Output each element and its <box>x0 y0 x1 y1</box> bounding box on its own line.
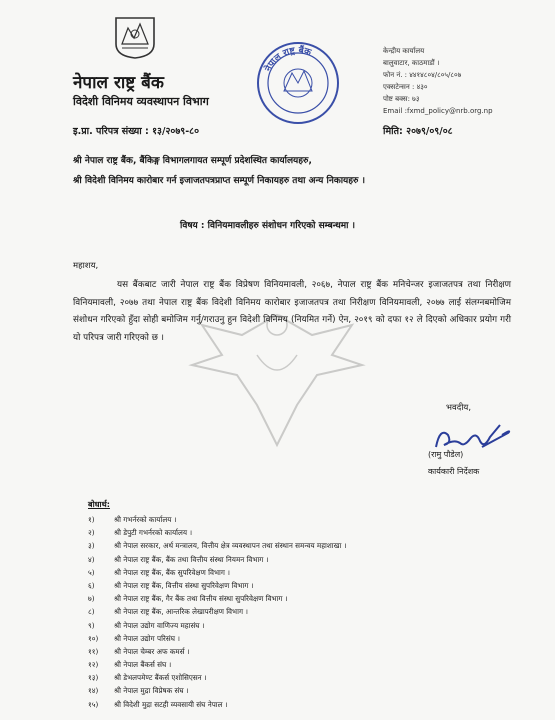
list-text: श्री नेपाल उद्योग परिसंघ । <box>114 633 180 643</box>
recipient-line: श्री नेपाल राष्ट्र बैंक, बैंकिङ्ग विभागलगायत सम्पूर्ण प्रदेशस्थित कार्यालयहरु, <box>73 156 312 166</box>
list-item <box>88 698 346 711</box>
signer-title: कार्यकारी निर्देशक <box>428 467 480 476</box>
list-text: श्री डेपुटी गभर्नरको कार्यालय । <box>114 528 193 538</box>
list-number: १२) <box>88 660 99 670</box>
list-number: ११) <box>88 646 99 656</box>
list-text: श्री डेभलपमेण्ट बैंकर्स एशोसिएसन । <box>114 673 207 683</box>
list-item <box>88 553 346 566</box>
list-text: श्री नेपाल मुद्रा विप्रेषक संघ । <box>114 686 189 696</box>
list-item <box>88 592 346 605</box>
seal-text: नेपाल राष्ट्र बैंक <box>263 45 313 74</box>
list-item <box>88 605 346 618</box>
list-item <box>88 684 346 697</box>
list-number: ५) <box>88 567 95 577</box>
list-number: ८) <box>88 607 95 617</box>
po-box-line: पोष्ट बक्स: ७३ <box>383 95 420 103</box>
list-number: ४) <box>88 554 95 564</box>
list-text: श्री नेपाल सरकार, अर्थ मन्त्रालय, वित्तीय क्षेत्र व्यवस्थापन तथा संस्थान समन्वय महाशाखा । <box>114 541 347 551</box>
list-item <box>88 526 346 539</box>
org-name: नेपाल राष्ट्र बैंक <box>73 73 164 93</box>
list-number: २) <box>88 528 95 538</box>
bank-logo-icon <box>112 14 158 60</box>
recipient-line: श्री विदेशी विनिमय कारोबार गर्न इजाजतपत्रप्राप्त सम्पूर्ण निकायहरु तथा अन्य निकायहरु । <box>73 176 365 186</box>
list-item <box>88 566 346 579</box>
list-item <box>88 579 346 592</box>
list-number: ६) <box>88 580 95 590</box>
subject-line: विषय : विनियमावलीहरु संशोधन गरिएको सम्बन्धमा । <box>180 221 356 231</box>
svg-text:नेपाल राष्ट्र बैंक <box>261 44 313 74</box>
list-item <box>88 513 346 526</box>
list-number: ३) <box>88 541 95 551</box>
list-text: श्री नेपाल राष्ट्र बैंक, वित्तीय संस्था सुपरिवेक्षण विभाग । <box>114 580 254 590</box>
list-text: श्री नेपाल राष्ट्र बैंक, बैंक सुपरिवेक्षण विभाग । <box>114 567 230 577</box>
list-text: श्री नेपाल उद्योग वाणिज्य महासंघ । <box>114 620 205 630</box>
official-seal-icon <box>256 41 340 125</box>
list-text: श्री नेपाल राष्ट्र बैंक, गैर बैंक तथा वित्तीय संस्था सुपरिवेक्षण विभाग । <box>114 594 288 604</box>
email-line: Email :fxmd_policy@nrb.org.np <box>383 107 493 115</box>
list-text: श्री गभर्नरको कार्यालय । <box>114 515 177 524</box>
list-number: ७) <box>88 594 95 604</box>
body-paragraph: यस बैंकबाट जारी नेपाल राष्ट्र बैंक विप्रेषण विनियमावली, २०६७, नेपाल राष्ट्र बैंक मनिचेन्जर इजाजतपत्र तथा निरीक्षण विनियमावली, २०७७ तथा नेपाल राष्ट्र बैंक विदेशी विनिमय कारोबार इजाजतपत्र तथा निरीक्षण विनियमावली, २०७७ लाई संलग्नबमोजिम संशोधन गरिएको हुँदा सोही बमोजिम गर्नु/गराउनु हुन विदेशी विनिमय (नियमित गर्ने) ऐन, २०१९ को दफा १२ ले दिएको अधिकार प्रयोग गरी यो परिपत्र जारी गरिएको छ । <box>73 280 511 343</box>
signer-name: (रामु पौडेल) <box>428 450 464 459</box>
list-number: १०) <box>88 633 99 643</box>
list-text: श्री नेपाल राष्ट्र बैंक, बैंक तथा वित्तीय संस्था नियमन विभाग । <box>114 554 269 564</box>
list-text: श्री नेपाल चेम्बर अफ कमर्स । <box>114 646 190 656</box>
list-item <box>88 658 346 671</box>
list-item <box>88 619 346 632</box>
list-text: श्री नेपाल बैंकर्स संघ । <box>114 660 172 670</box>
list-item <box>88 632 346 645</box>
list-number: १४) <box>88 686 99 696</box>
list-number: १) <box>88 515 95 524</box>
department-name: विदेशी विनिमय व्यवस्थापन विभाग <box>73 95 209 108</box>
list-item <box>88 539 346 552</box>
date: मिति: २०७९/०९/०८ <box>383 126 453 137</box>
salutation: महाशय, <box>73 261 99 271</box>
list-number: १५) <box>88 699 99 709</box>
cc-list <box>88 513 346 711</box>
closing: भवदीय, <box>446 403 472 413</box>
extension-line: एक्सटेन्सन : ४३० <box>383 83 428 91</box>
list-number: ९) <box>88 620 95 630</box>
cc-heading: बोधार्थ: <box>88 500 110 509</box>
phone-line: फोन नं. : ४४१४८०४/८०५/८०७ <box>383 71 462 79</box>
list-item <box>88 671 346 684</box>
list-number: १३) <box>88 673 99 683</box>
list-text: श्री विदेशी मुद्रा सटही व्यवसायी संघ नेपाल । <box>114 699 228 709</box>
list-text: श्री नेपाल राष्ट्र बैंक, आन्तरिक लेखापरीक्षण विभाग । <box>114 607 249 617</box>
address-line: केन्द्रीय कार्यालय <box>383 47 425 55</box>
address-line: बालुवाटार, काठमाडौं । <box>383 59 440 67</box>
reference-number: इ.प्रा. परिपत्र संख्या : १३/२०७९-८० <box>73 126 200 137</box>
list-item <box>88 645 346 658</box>
